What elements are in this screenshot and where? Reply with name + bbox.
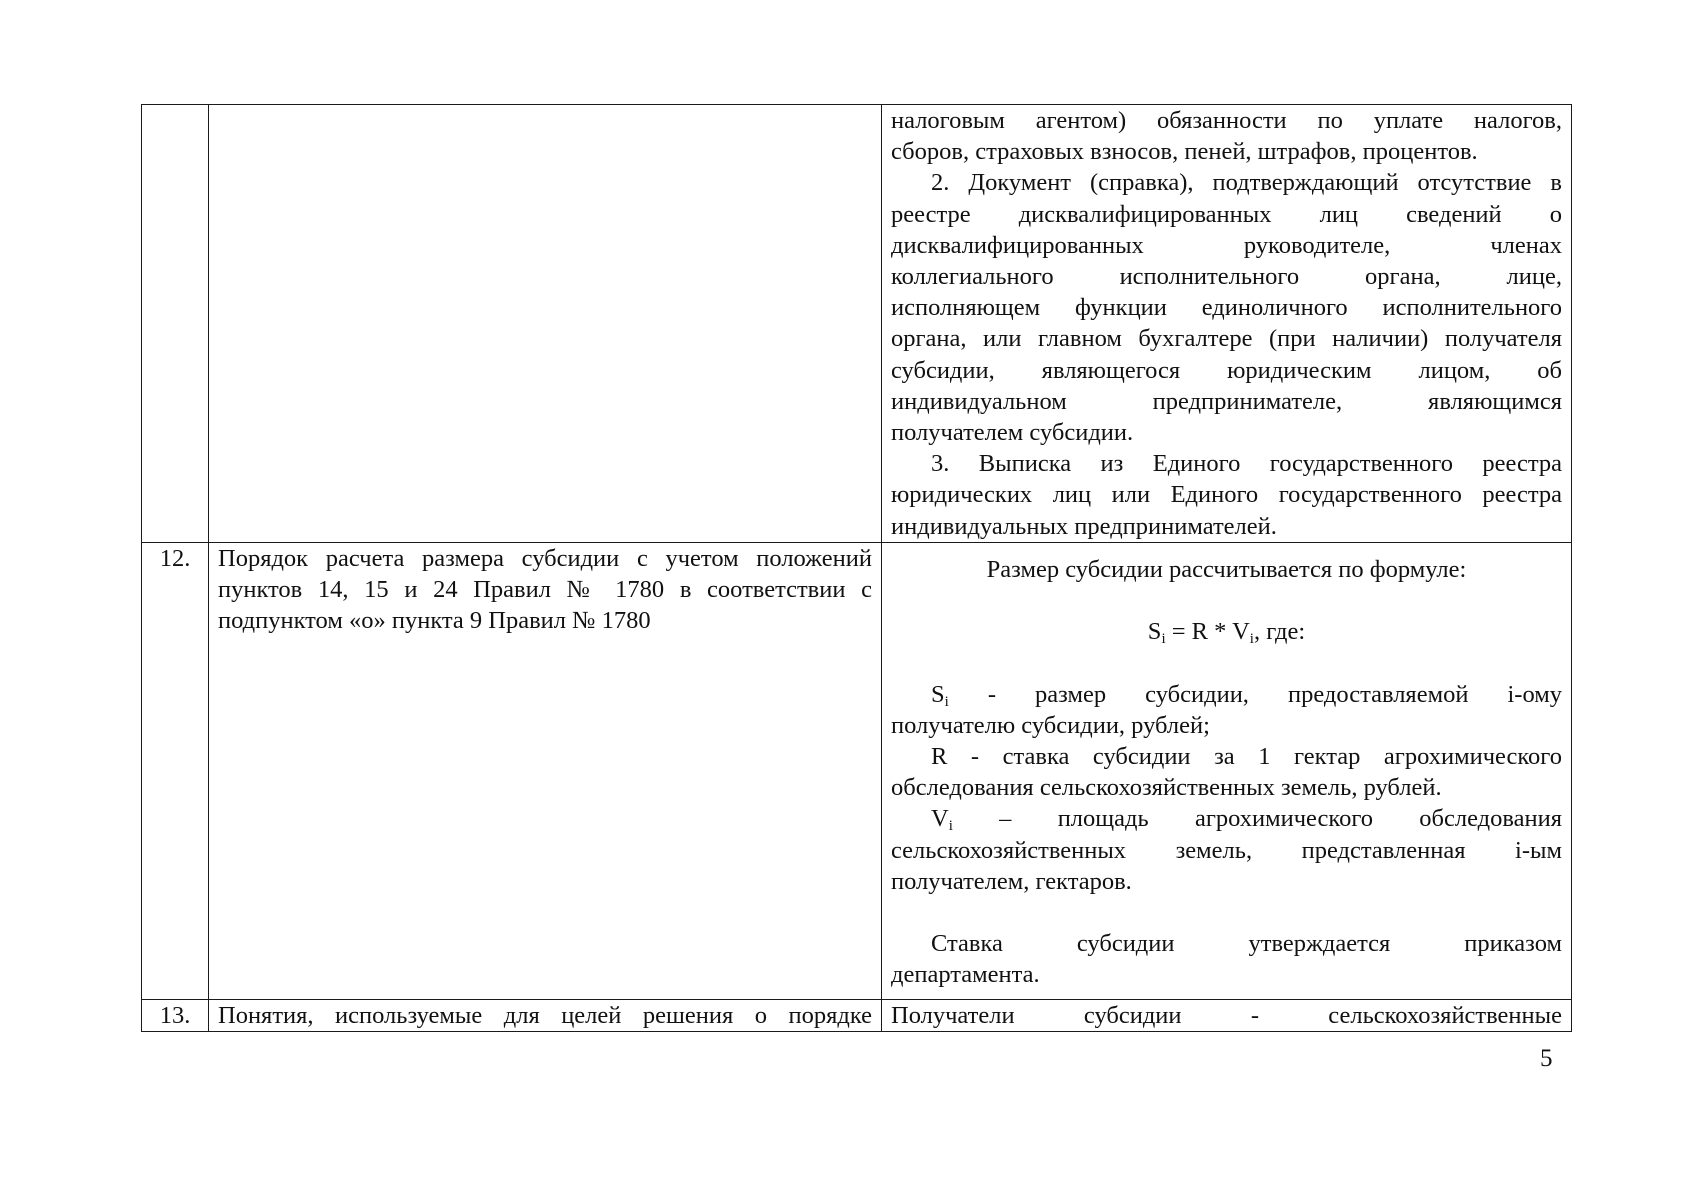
text-line: субсидии, являющегося юридическим лицом, об <box>891 356 1562 384</box>
text-line: коллегиального исполнительного органа, лице, <box>891 263 1562 291</box>
content-cell: Получатели субсидии - сельскохозяйственные <box>882 999 1572 1031</box>
table-row <box>142 999 1572 1031</box>
symbol-v-sub: i <box>948 818 953 835</box>
formula-v-sub: i <box>1249 631 1254 648</box>
text-line: исполняющем функции единоличного исполнительного <box>891 294 1562 322</box>
text-line: 2. Документ (справка), подтверждающий отсутствие в <box>931 169 1562 197</box>
spacer <box>891 543 1562 554</box>
row-number-cell <box>142 105 209 543</box>
table-row <box>142 105 1572 543</box>
row-number: 13. <box>142 999 209 1031</box>
rate-text: Ставка субсидии утверждается приказом <box>931 930 1562 958</box>
text-line: дисквалифицированных руководителе, членах <box>891 231 1562 259</box>
text-line: получателем субсидии. <box>891 419 1134 447</box>
formula <box>891 616 1562 647</box>
formula-s-sub: i <box>1161 631 1166 648</box>
content-cell <box>882 105 1572 543</box>
text-line: органа, или главном бухгалтере (при наличии) получателя <box>891 325 1562 353</box>
spacer <box>891 585 1562 616</box>
text-line: обследования сельскохозяйственных земель, рублей. <box>891 774 1442 802</box>
text-line: индивидуальном предпринимателе, являющимся <box>891 387 1562 415</box>
text-line: 3. Выписка из Единого государственного реестра <box>931 450 1562 478</box>
definition-si-text: - размер субсидии, предоставляемой i-ому <box>948 680 1562 708</box>
formula-eq: = R * V <box>1165 618 1250 646</box>
definition-vi <box>891 803 1562 834</box>
formula-tail: , где: <box>1253 618 1306 646</box>
text-line: сельскохозяйственных земель, представленная i-ым <box>891 836 1562 864</box>
content-cell <box>882 542 1572 999</box>
text-line: получателю субсидии, рублей; <box>891 711 1210 739</box>
text-line: сборов, страховых взносов, пеней, штрафов, процентов. <box>891 138 1478 166</box>
text-line: получателем, гектаров. <box>891 867 1132 895</box>
symbol-s-sub: i <box>944 693 949 710</box>
text-line: реестре дисквалифицированных лиц сведений о <box>891 200 1562 228</box>
definition-si <box>891 679 1562 710</box>
document-table <box>141 104 1572 1032</box>
description-cell: Понятия, используемые для целей решения о порядке <box>209 999 882 1031</box>
formula-intro: Размер субсидии рассчитывается по формуле: <box>986 555 1467 583</box>
spacer <box>891 647 1562 678</box>
row-number: 12. <box>142 542 209 999</box>
description-cell: Порядок расчета размера субсидии с учетом положений пунктов 14, 15 и 24 Правил № 1780 в соответствии с подпунктом «о» пункта 9 Правил № 1780 <box>209 542 882 999</box>
text-line: департамента. <box>891 961 1040 989</box>
definition-r: R - ставка субсидии за 1 гектар агрохимического <box>931 743 1562 771</box>
text-line: юридических лиц или Единого государственного реестра <box>891 481 1562 509</box>
table-row <box>142 542 1572 999</box>
spacer <box>891 897 1562 928</box>
formula-s: S <box>1147 618 1162 646</box>
definition-vi-text: – площадь агрохимического обследования <box>952 805 1562 833</box>
page-number: 5 <box>1540 1045 1553 1072</box>
text-line: налоговым агентом) обязанности по уплате налогов, <box>891 107 1562 134</box>
symbol-v: V <box>931 805 949 833</box>
symbol-s: S <box>931 680 945 708</box>
text-line: индивидуальных предпринимателей. <box>891 512 1277 540</box>
description-cell <box>209 105 882 543</box>
